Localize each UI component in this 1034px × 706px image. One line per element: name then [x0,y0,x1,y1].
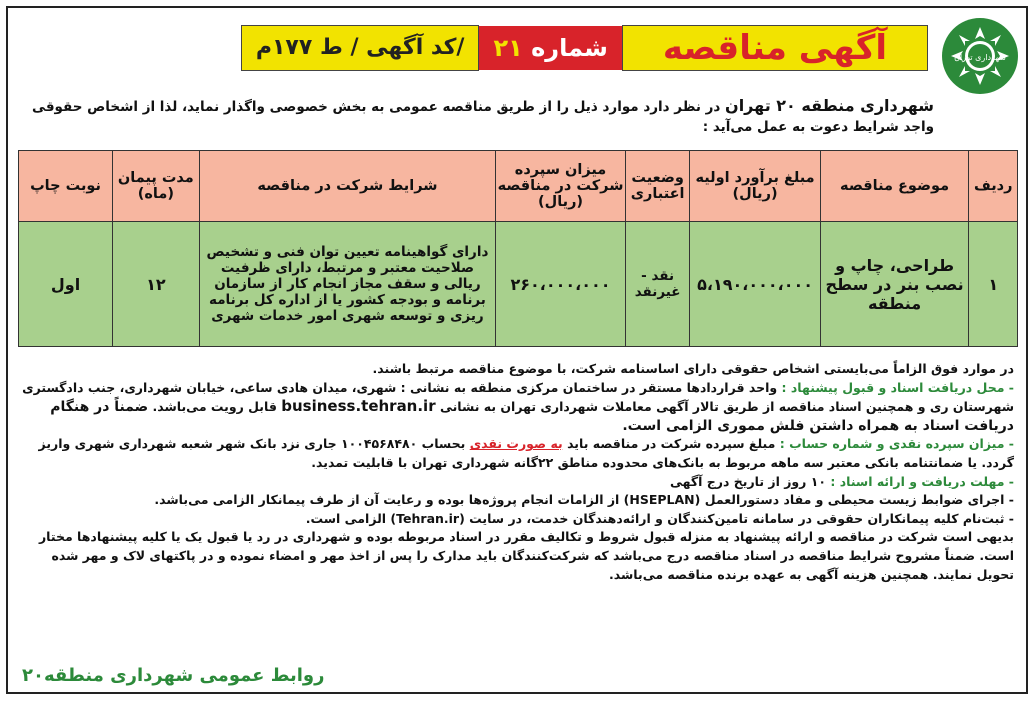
tehran-logo-icon [945,21,1015,91]
body-p6: - ثبت‌نام کلیه پیمانکاران حقوقی در سامانه تامین‌کنندگان و ارائه‌دهندگان خدمت، در سایت (Tehran.ir) الزامی است. [305,510,1014,526]
number-value: ۲۱ [493,34,523,62]
col-print-round: نوبت چاپ [19,151,113,222]
footer-signature: روابط عمومی شهرداری منطقه۲۰ [22,665,325,686]
col-index: ردیف [969,151,1018,222]
col-estimate: مبلغ برآورد اولیه (ریال) [690,151,820,222]
cell-index: ۱ [969,222,1018,347]
cell-estimate: ۵،۱۹۰،۰۰۰،۰۰۰ [690,222,820,347]
tehran-municipality-logo [942,18,1018,94]
body-p3 [20,435,1014,472]
deposit-text-b: بحساب ۱۰۰۴۵۶۸۴۸۰ جاری نزد بانک شهر شعبه شهرداری شهری واریز گردد. یا ضمانتنامه بانکی معتبر سه ماهه مربوط به بانک‌های محدوده مناطق ۲۲گانه شهرداری تهران با قابلیت تمدید. [38,436,1014,470]
body-p1: در موارد فوق الزاماً می‌بایستی اشخاص حقوقی دارای اساسنامه شرکت، با موضوع مناقصه مرتبط باشند. [372,361,1014,376]
deposit-label: - میزان سپرده نقدی و شماره حساب : [779,436,1014,452]
notice-code: کد آگهی / ط ۱۷۷م/ [241,25,480,71]
cell-subject: طراحی، چاپ و نصب بنر در سطح منطقه [820,222,969,347]
col-deposit: میزان سپرده شرکت در مناقصه (ریال) [496,151,626,222]
docs-location-text: واحد قراردادها مستقر در ساختمان مرکزی منطقه به نشانی : شهری، میدان هادی ساعی، خیابان شهرداری، جنب دادگستری شهرستان ری و همچنین اسناد مناقصه از طریق تالار آگهی معاملات شهرداری تهران به نشانی [22,379,1014,415]
cell-deposit: ۲۶۰،۰۰۰،۰۰۰ [496,222,626,347]
docs-location-label: - محل دریافت اسناد و قبول پیشنهاد : [781,379,1014,395]
table-row [19,222,1018,347]
body-p7: بدیهی است شرکت در مناقصه و ارائه پیشنهاد به منزله قبول شروط و تکالیف مقرر در اسناد مربوطه بوده و شهرداری در رد یا قبول یک یا کلیه پیشنهادها مختار است. ضمناً مشروح شرایط مناقصه در اسناد مناقصه درج می‌باشد که شرکت‌کنندگان باید مدارک را پس از اخذ مهر و امضاء نموده و در پاکتهای لاک و مهر شده تحویل نمایند. همچنین هزینه آگهی به عهده برنده مناقصه می‌باشد. [38,529,1014,582]
cash-note: به صورت نقدی [469,436,563,452]
business-url: business.tehran.ir [281,397,436,416]
docs-location-after: قابل رویت می‌باشد. [148,399,282,415]
cell-print-round: اول [19,222,113,347]
body-p5: - اجرای ضوابط زیست محیطی و مفاد دستورالعمل (HSEPLAN) از الزامات انجام پروژه‌ها بوده و رعایت آن از طرف پیمانکار الزامی می‌باشد. [154,492,1014,508]
notice-body [20,360,1014,584]
cell-conditions: دارای گواهینامه تعیین توان فنی و تشخیص صلاحیت معتبر و مرتبط، دارای ظرفیت ریالی و سقف مجاز انجام کار از سازمان برنامه و بودجه کشور یا از اداره کل برنامه ریزی و توسعه شهری امور خدمات شهری [199,222,496,347]
cell-credit: نقد - غیرنقد [625,222,690,347]
number-label: شماره [531,34,608,62]
org-name: شهرداری منطقه ۲۰ تهران [725,96,934,115]
deposit-text-a: مبلغ سپرده شرکت در مناقصه باید [562,436,780,452]
col-conditions: شرایط شرکت در مناقصه [199,151,496,222]
intro-paragraph [18,96,934,137]
body-p4 [20,473,1014,492]
col-duration: مدت پیمان (ماه) [113,151,200,222]
deadline-text: ۱۰ روز از تاریخ درج آگهی [669,473,831,489]
table-header-row [19,151,1018,222]
header [14,14,1020,92]
notice-number [479,26,621,70]
body-p2 [20,379,1014,436]
title-row [241,26,928,70]
flash-memory-note: ضمناً در هنگام دریافت اسناد به همراه داشتن فلش مموری الزامی است. [50,399,1014,434]
svg-text:شهرداری تهران: شهرداری تهران [954,53,1006,62]
deadline-label: - مهلت دریافت و ارائه اسناد : [830,473,1014,489]
tender-notice [6,6,1028,694]
col-subject: موضوع مناقصه [820,151,969,222]
intro-text: در نظر دارد موارد ذیل را از طریق مناقصه عمومی به بخش خصوصی واگذار نماید، لذا از اشخاص حقوقی واجد شرایط دعوت به عمل می‌آید : [32,99,934,135]
cell-duration: ۱۲ [113,222,200,347]
notice-title: آگهی مناقصه [622,25,928,71]
col-credit: وضعیت اعتباری [625,151,690,222]
tender-table [18,150,1018,347]
